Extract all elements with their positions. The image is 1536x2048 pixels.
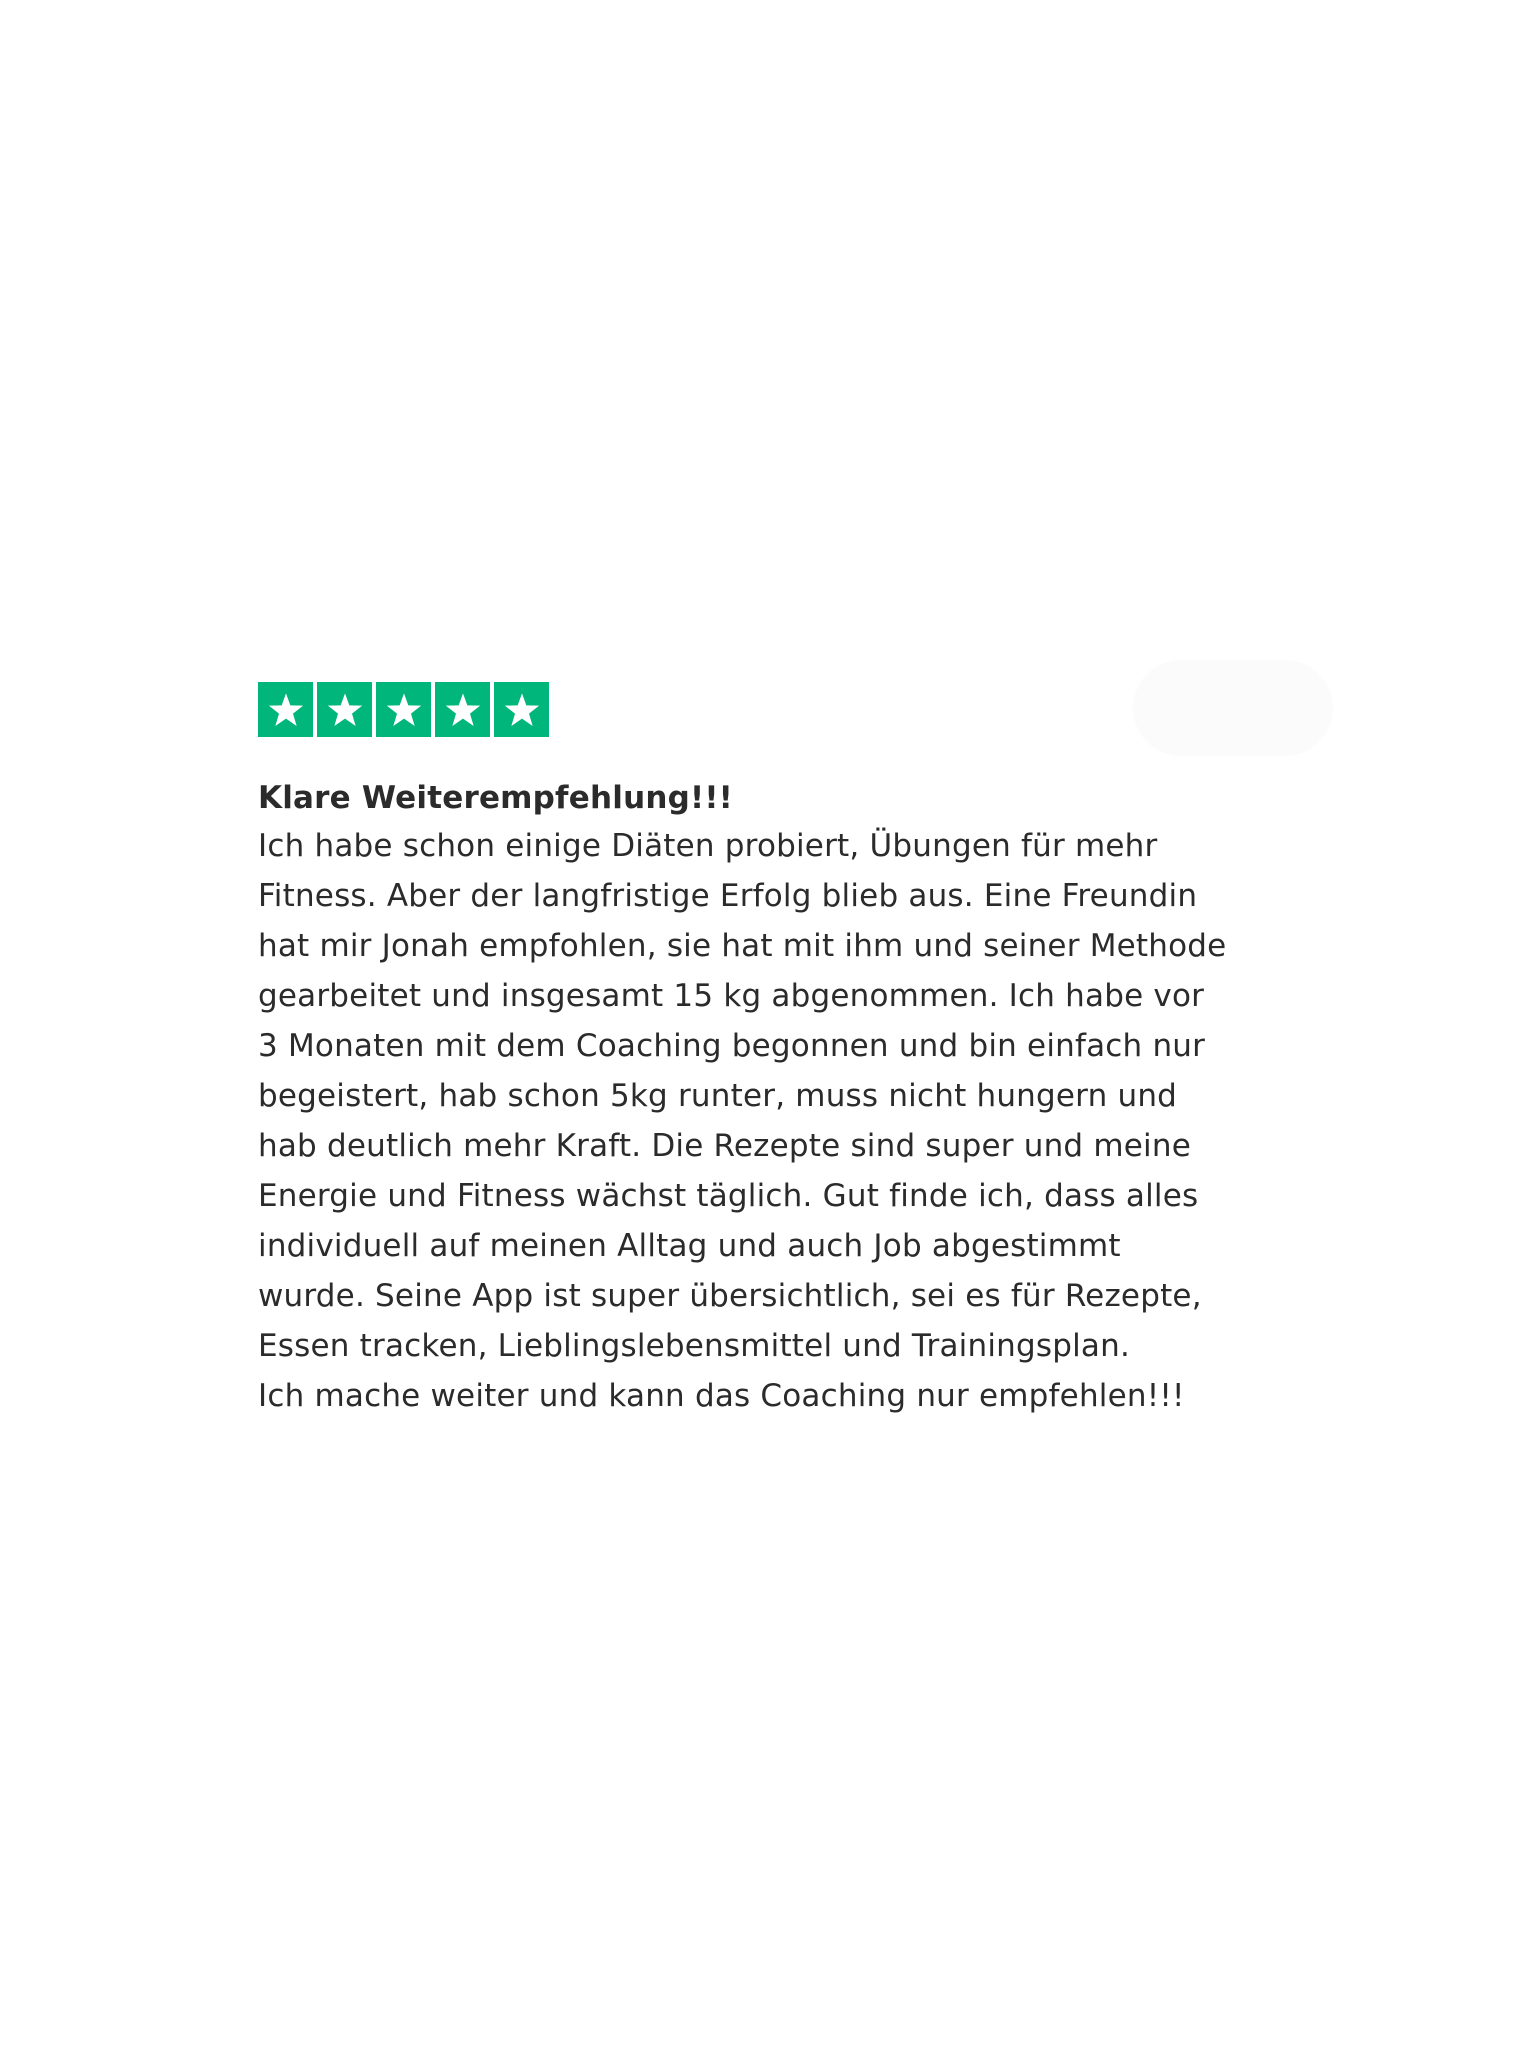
review-text-line: 3 Monaten mit dem Coaching begonnen und bin einfach nur xyxy=(258,1028,1206,1064)
review-text-line: Essen tracken, Lieblingslebensmittel und Trainingsplan. xyxy=(258,1328,1130,1364)
star-icon xyxy=(435,682,490,737)
review-text-line: Ich habe schon einige Diäten probiert, Übungen für mehr xyxy=(258,828,1158,864)
faded-badge xyxy=(1133,660,1333,756)
review-title: Klare Weiterempfehlung!!! xyxy=(258,780,734,816)
star-icon xyxy=(258,682,313,737)
review-text-line: Ich mache weiter und kann das Coaching nur empfehlen!!! xyxy=(258,1378,1185,1414)
star-icon xyxy=(494,682,549,737)
review-text-line: wurde. Seine App ist super übersichtlich, sei es für Rezepte, xyxy=(258,1278,1202,1314)
review-text-line: begeistert, hab schon 5kg runter, muss nicht hungern und xyxy=(258,1078,1178,1114)
review-text-line: hat mir Jonah empfohlen, sie hat mit ihm und seiner Methode xyxy=(258,928,1227,964)
star-icon xyxy=(376,682,431,737)
review-text-line: gearbeitet und insgesamt 15 kg abgenommen. Ich habe vor xyxy=(258,978,1205,1014)
review-text-line: individuell auf meinen Alltag und auch Job abgestimmt xyxy=(258,1228,1121,1264)
review-text-line: Energie und Fitness wächst täglich. Gut finde ich, dass alles xyxy=(258,1178,1199,1214)
review-text xyxy=(258,821,1338,1421)
star-icon xyxy=(317,682,372,737)
review-text-line: hab deutlich mehr Kraft. Die Rezepte sind super und meine xyxy=(258,1128,1191,1164)
review-text-line: Fitness. Aber der langfristige Erfolg blieb aus. Eine Freundin xyxy=(258,878,1198,914)
review-card xyxy=(258,682,1338,1421)
